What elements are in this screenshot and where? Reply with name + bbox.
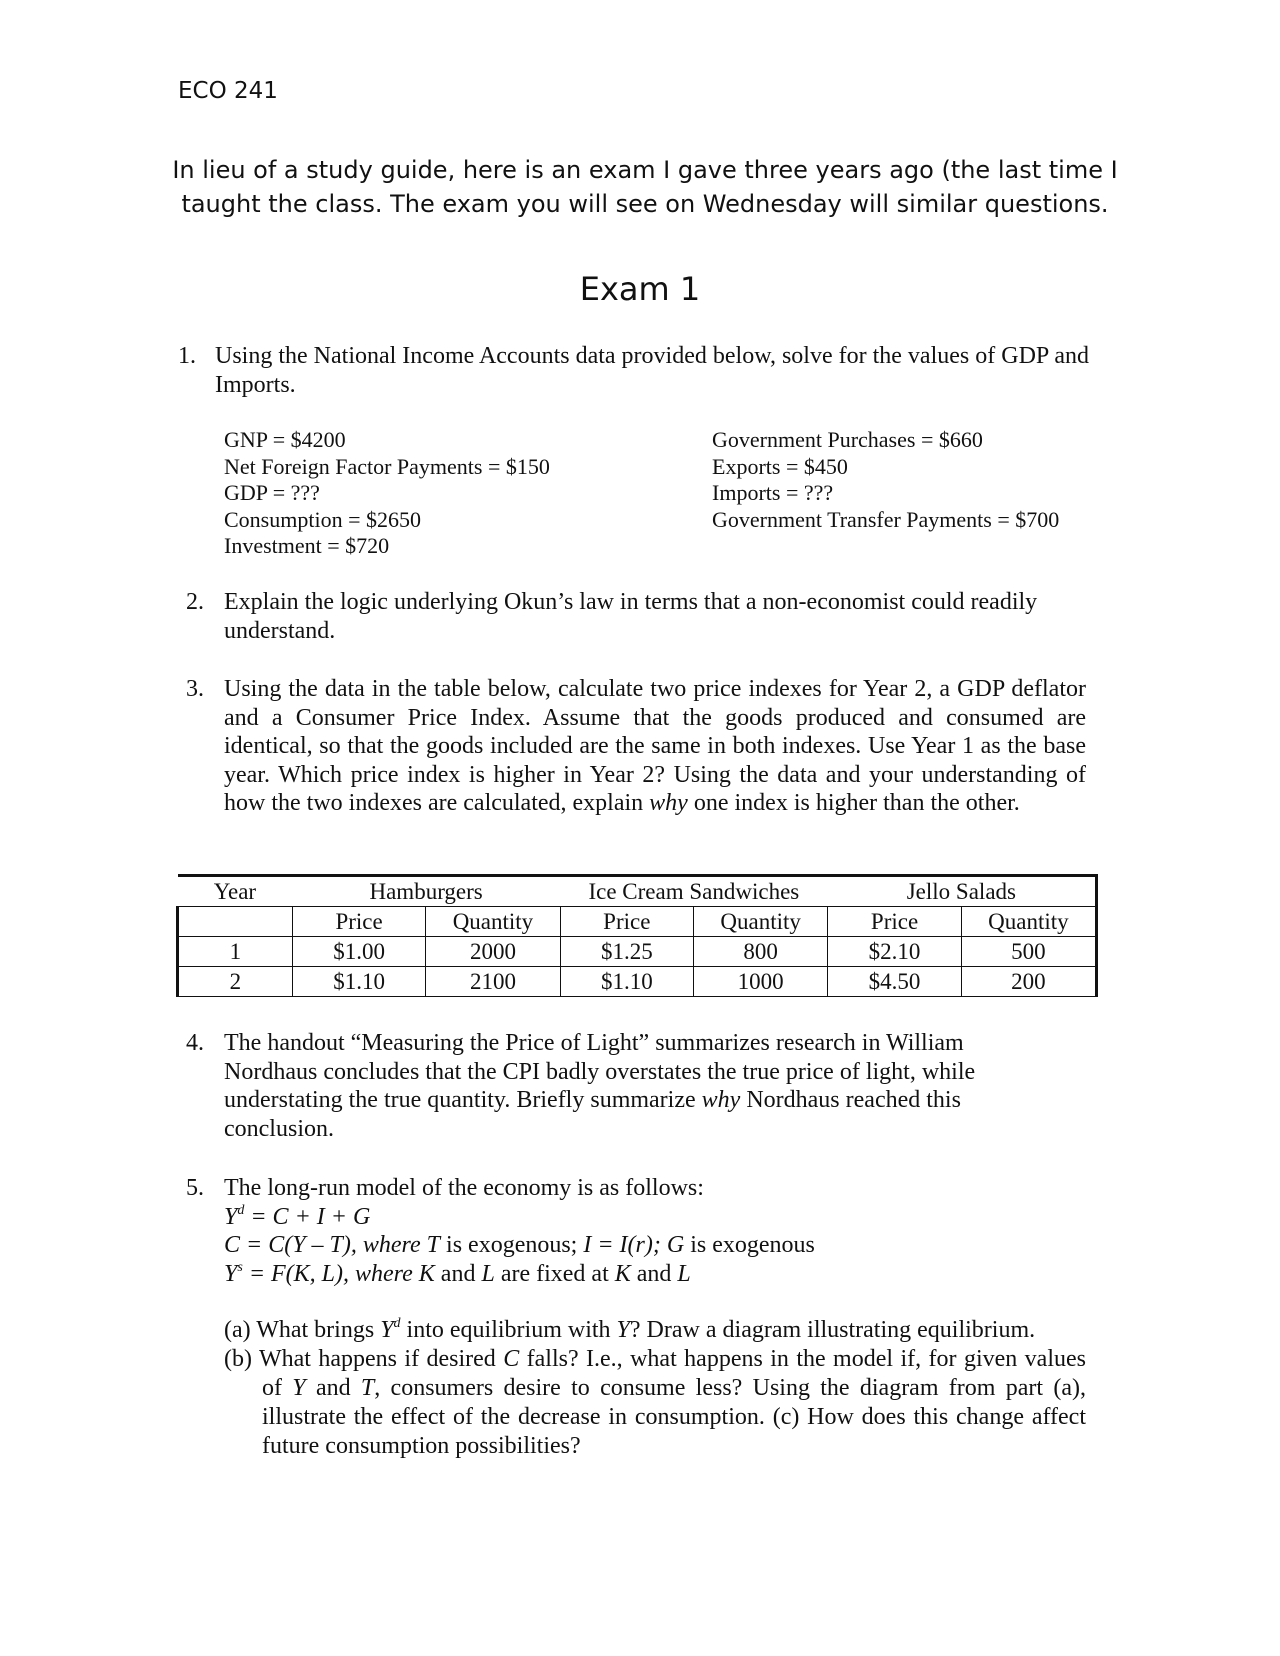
- table-cell: 1000: [694, 967, 828, 997]
- table-cell: 1: [178, 937, 293, 967]
- exam-title: Exam 1: [579, 270, 701, 308]
- question-5: [186, 1174, 1106, 1288]
- accounts-data-right: [712, 427, 1059, 533]
- intro-note: In lieu of a study guide, here is an exam I gave three years ago (the last time I taught the class. The exam you will see on Wednesday will similar questions.: [172, 156, 1118, 218]
- data-item: Investment = $720: [224, 533, 390, 558]
- table-cell: $1.00: [292, 937, 426, 967]
- year-header: Year: [178, 876, 293, 907]
- question-number: 3.: [186, 676, 204, 702]
- table-cell: $1.25: [560, 937, 694, 967]
- question-5-parts: [224, 1316, 1086, 1461]
- data-item: Government Purchases = $660: [712, 427, 983, 452]
- good-header: Ice Cream Sandwiches: [560, 876, 828, 907]
- question-text: Using the National Income Accounts data provided below, solve for the values of GDP and Imports.: [215, 343, 1090, 398]
- table-cell: Quantity: [426, 907, 560, 937]
- table-cell: Price: [292, 907, 426, 937]
- table-cell: Quantity: [694, 907, 828, 937]
- table-cell: 2: [178, 967, 293, 997]
- equation-supply: $Y^s = F(K$, L), where K and L are fixed at K and L: [224, 1259, 691, 1287]
- data-item: GNP = $4200: [224, 427, 346, 452]
- data-item: Government Transfer Payments = $700: [712, 506, 1060, 532]
- table-subheader-row: [178, 907, 1097, 937]
- table-cell: $1.10: [292, 967, 426, 997]
- table-cell: $4.50: [828, 967, 962, 997]
- question-1: [178, 342, 1098, 399]
- question-number: 2.: [186, 589, 204, 615]
- data-item: GDP = ???: [224, 480, 320, 505]
- question-text: Using the data in the table below, calculate two price indexes for Year 2, a GDP deflator and a Consumer Price Index. Assume that the goods produced and consumed are identical, so that the goods included are the same in both indexes. Use Year 1 as the base year. Which price index is higher in Year 2? Using the data and your understanding of how the two indexes are calculated, explain why one index is higher than the other.: [224, 676, 1086, 816]
- question-text: The long-run model of the economy is as follows:: [224, 1175, 704, 1201]
- table-cell: $2.10: [828, 937, 962, 967]
- equation-demand: $Y^d = C + I + G$: [224, 1202, 371, 1230]
- table-cell: 2100: [426, 967, 560, 997]
- question-text: Explain the logic underlying Okun’s law in terms that a non-economist could readily understand.: [224, 589, 1038, 644]
- equation-consumption: C = C(Y – T), where T is exogenous; I = I(r); G is exogenous: [224, 1232, 815, 1258]
- table-row: [178, 967, 1097, 997]
- table-cell: Price: [560, 907, 694, 937]
- table-row: [178, 937, 1097, 967]
- part-a: (a) What brings $Y^d$ into equilibrium with Y? Draw a diagram illustrating equilibrium.: [224, 1316, 1036, 1343]
- table-cell: 500: [961, 937, 1096, 967]
- table-cell: 2000: [426, 937, 560, 967]
- accounts-data-left: [224, 427, 550, 560]
- data-item: Imports = ???: [712, 480, 834, 505]
- question-number: 1.: [178, 343, 196, 369]
- question-number: 5.: [186, 1175, 204, 1201]
- good-header: Hamburgers: [292, 876, 560, 907]
- table-cell: $1.10: [560, 967, 694, 997]
- question-2: [186, 588, 1086, 645]
- question-3: [186, 675, 1086, 818]
- course-code: ECO 241: [178, 78, 278, 104]
- data-item: Exports = $450: [712, 453, 848, 479]
- data-item: Net Foreign Factor Payments = $150: [224, 453, 550, 479]
- table-cell: Quantity: [961, 907, 1096, 937]
- good-header: Jello Salads: [828, 876, 1097, 907]
- table-cell: 800: [694, 937, 828, 967]
- data-item: Consumption = $2650: [224, 506, 421, 532]
- table-cell: 200: [961, 967, 1096, 997]
- question-text: The handout “Measuring the Price of Light” summarizes research in William Nordhaus concludes that the CPI badly overstates the true price of light, while understating the true quantity. Briefly summarize why Nordhaus reached this conclusion.: [224, 1030, 976, 1142]
- part-b-c: (b) What happens if desired C falls? I.e., what happens in the model if, for given values of Y and T, consumers desire to consume less? Using the diagram from part (a), illustrate the effect of the decrease in consumption. (c) How does this change affect future consumption possibilities?: [224, 1346, 1086, 1459]
- price-quantity-table: [176, 874, 1098, 997]
- table-cell: [178, 907, 293, 937]
- table-cell: Price: [828, 907, 962, 937]
- question-number: 4.: [186, 1030, 204, 1056]
- question-4: [186, 1029, 1006, 1143]
- table-header-row: [178, 876, 1097, 907]
